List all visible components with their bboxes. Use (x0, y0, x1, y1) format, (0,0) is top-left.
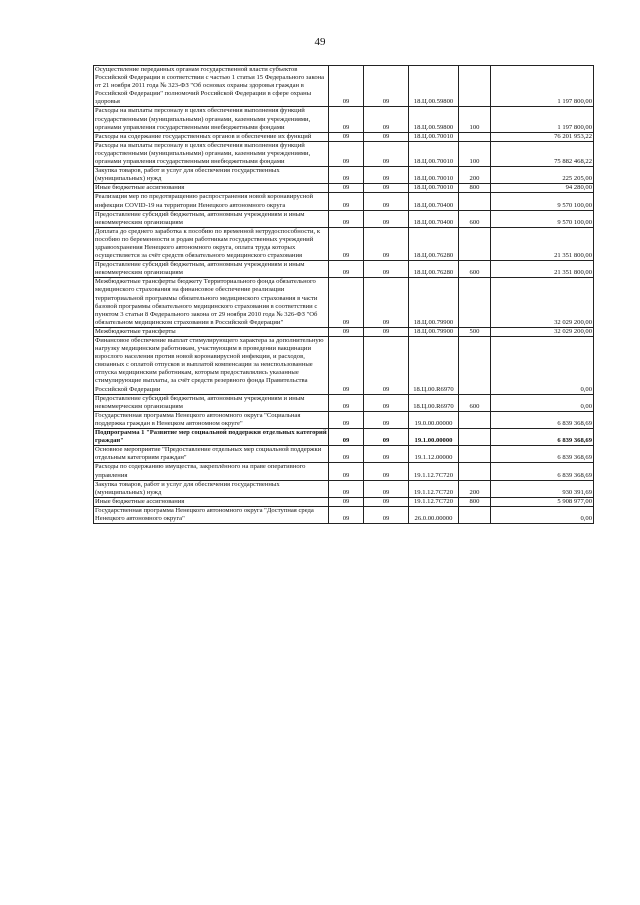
amount-cell: 9 570 100,00 (491, 210, 594, 227)
amount-cell: 32 029 200,00 (491, 327, 594, 336)
amount-cell: 1 197 800,00 (491, 107, 594, 132)
table-row (94, 193, 594, 210)
expense-type-cell (459, 132, 491, 141)
subsection-code-cell: 09 (364, 497, 409, 506)
subsection-code-cell: 09 (364, 66, 409, 107)
section-code-cell: 09 (329, 167, 364, 184)
amount-cell: 0,00 (491, 394, 594, 411)
section-code-cell: 09 (329, 227, 364, 260)
table-row (94, 227, 594, 260)
expense-type-cell (459, 278, 491, 328)
expense-type-cell (459, 429, 491, 446)
expense-type-cell (459, 337, 491, 395)
section-code-cell: 09 (329, 107, 364, 132)
subsection-code-cell: 09 (364, 210, 409, 227)
section-code-cell: 09 (329, 141, 364, 166)
target-article-cell: 18.Ц.00.59800 (409, 66, 459, 107)
section-code-cell: 09 (329, 337, 364, 395)
section-code-cell: 09 (329, 278, 364, 328)
amount-cell: 6 839 368,69 (491, 463, 594, 480)
target-article-cell: 19.1.12.7С720 (409, 497, 459, 506)
section-code-cell: 09 (329, 193, 364, 210)
target-article-cell: 18.Ц.00.79900 (409, 327, 459, 336)
subsection-code-cell: 09 (364, 141, 409, 166)
table-row (94, 394, 594, 411)
subsection-code-cell: 09 (364, 184, 409, 193)
row-name-cell: Основное мероприятие "Предоставление отдельных мер социальной поддержки отдельным категориям граждан" (94, 446, 329, 463)
amount-cell: 94 280,00 (491, 184, 594, 193)
subsection-code-cell: 09 (364, 278, 409, 328)
subsection-code-cell: 09 (364, 411, 409, 428)
section-code-cell: 09 (329, 66, 364, 107)
amount-cell: 9 570 100,00 (491, 193, 594, 210)
table-row (94, 337, 594, 395)
target-article-cell: 19.0.00.00000 (409, 411, 459, 428)
table-row (94, 261, 594, 278)
target-article-cell: 18.Ц.00.70010 (409, 141, 459, 166)
expense-type-cell (459, 66, 491, 107)
expense-type-cell: 600 (459, 261, 491, 278)
page-number: 49 (314, 36, 326, 48)
target-article-cell: 19.1.12.7С720 (409, 463, 459, 480)
subsection-code-cell: 09 (364, 337, 409, 395)
amount-cell: 1 197 800,00 (491, 66, 594, 107)
row-name-cell: Государственная программа Ненецкого автономного округа "Доступная среда Ненецкого автономного округа" (94, 506, 329, 523)
expense-type-cell: 800 (459, 184, 491, 193)
table-row (94, 463, 594, 480)
target-article-cell: 19.1.12.00000 (409, 446, 459, 463)
section-code-cell: 09 (329, 210, 364, 227)
amount-cell: 6 839 368,69 (491, 411, 594, 428)
row-name-cell: Доплата до среднего заработка к пособию по временной нетрудоспособности, к пособию по беременности и родам работникам государственных учреждений здравоохранения Ненецкого автономного округа, оплата труда которых осуществляется за счёт средств обязательного медицинского страхования (94, 227, 329, 260)
expense-type-cell: 100 (459, 141, 491, 166)
expense-type-cell: 600 (459, 210, 491, 227)
target-article-cell: 18.Ц.00.R6970 (409, 394, 459, 411)
table-row (94, 506, 594, 523)
row-name-cell: Финансовое обеспечение выплат стимулирующего характера за дополнительную нагрузку медицинским работникам, участвующим в проведении вакцинации взрослого населения против новой коронавирусной инфекции, и расходов, связанных с оплатой отпусков и выплатой компенсации за неиспользованные отпуска медицинским работникам, которым предоставлялись указанные стимулирующие выплаты, за счёт средств резервного фонда Правительства Российской Федерации (94, 337, 329, 395)
subsection-code-cell: 09 (364, 227, 409, 260)
expense-type-cell (459, 463, 491, 480)
subsection-code-cell: 09 (364, 480, 409, 497)
target-article-cell: 18.Ц.00.70400 (409, 193, 459, 210)
section-code-cell: 09 (329, 506, 364, 523)
target-article-cell: 18.Ц.00.R6970 (409, 337, 459, 395)
target-article-cell: 19.1.12.7С720 (409, 480, 459, 497)
section-code-cell: 09 (329, 261, 364, 278)
expense-type-cell (459, 446, 491, 463)
table-row (94, 327, 594, 336)
section-code-cell: 09 (329, 411, 364, 428)
subsection-code-cell: 09 (364, 394, 409, 411)
section-code-cell: 09 (329, 446, 364, 463)
row-name-cell: Расходы на содержание государственных органов и обеспечение их функций (94, 132, 329, 141)
section-code-cell: 09 (329, 463, 364, 480)
row-name-cell: Осуществление переданных органам государственной власти субъектов Российской Федерации в соответствии с частью 1 статьи 15 Федерального закона от 21 ноября 2011 года № 323-ФЗ "Об основах охраны здоровья граждан в Российской Федерации" полномочий Российской Федерации в сфере охраны здоровья (94, 66, 329, 107)
amount-cell: 225 205,00 (491, 167, 594, 184)
subsection-code-cell: 09 (364, 463, 409, 480)
section-code-cell: 09 (329, 497, 364, 506)
section-code-cell: 09 (329, 394, 364, 411)
target-article-cell: 18.Ц.00.76280 (409, 227, 459, 260)
table-row (94, 480, 594, 497)
row-name-cell: Предоставление субсидий бюджетным, автономным учреждениям и иным некоммерческим организациям (94, 394, 329, 411)
budget-table (93, 65, 594, 524)
table-row (94, 429, 594, 446)
target-article-cell: 18.Ц.00.70010 (409, 167, 459, 184)
section-code-cell: 09 (329, 327, 364, 336)
target-article-cell: 26.0.00.00000 (409, 506, 459, 523)
row-name-cell: Межбюджетные трансферты бюджету Территориального фонда обязательного медицинского страхования на финансовое обеспечение реализации территориальной программы обязательного медицинского страхования в части базовой программы обязательного медицинского страхования в соответствии с пунктом 3 статьи 8 Федерального закона от 29 ноября 2010 года № 326-ФЗ "Об обязательном медицинском страховании в Российской Федерации" (94, 278, 329, 328)
subsection-code-cell: 09 (364, 193, 409, 210)
row-name-cell: Государственная программа Ненецкого автономного округа "Социальная поддержка граждан в Ненецком автономном округе" (94, 411, 329, 428)
table-row (94, 497, 594, 506)
amount-cell: 21 351 800,00 (491, 227, 594, 260)
table-row (94, 132, 594, 141)
amount-cell: 75 882 468,22 (491, 141, 594, 166)
row-name-cell: Иные бюджетные ассигнования (94, 184, 329, 193)
section-code-cell: 09 (329, 480, 364, 497)
section-code-cell: 09 (329, 429, 364, 446)
amount-cell: 6 839 368,69 (491, 429, 594, 446)
section-code-cell: 09 (329, 184, 364, 193)
table-row (94, 66, 594, 107)
row-name-cell: Межбюджетные трансферты (94, 327, 329, 336)
table-row (94, 411, 594, 428)
table-row (94, 167, 594, 184)
section-code-cell: 09 (329, 132, 364, 141)
subsection-code-cell: 09 (364, 132, 409, 141)
row-name-cell: Закупка товаров, работ и услуг для обеспечения государственных (муниципальных) нужд (94, 167, 329, 184)
table-row (94, 141, 594, 166)
target-article-cell: 18.Ц.00.70010 (409, 132, 459, 141)
amount-cell: 0,00 (491, 506, 594, 523)
target-article-cell: 18.Ц.00.79900 (409, 278, 459, 328)
target-article-cell: 18.Ц.00.70010 (409, 184, 459, 193)
subsection-code-cell: 09 (364, 506, 409, 523)
expense-type-cell: 600 (459, 394, 491, 411)
table-row (94, 184, 594, 193)
subsection-code-cell: 09 (364, 167, 409, 184)
expense-type-cell: 200 (459, 167, 491, 184)
target-article-cell: 18.Ц.00.59800 (409, 107, 459, 132)
subsection-code-cell: 09 (364, 261, 409, 278)
row-name-cell: Подпрограмма 1 "Развитие мер социальной поддержки отдельных категорий граждан" (95, 429, 327, 445)
subsection-code-cell: 09 (364, 429, 409, 446)
row-name-cell: Закупка товаров, работ и услуг для обеспечения государственных (муниципальных) нужд (94, 480, 329, 497)
row-name-cell: Предоставление субсидий бюджетным, автономным учреждениям и иным некоммерческим организациям (94, 261, 329, 278)
amount-cell: 76 201 953,22 (491, 132, 594, 141)
table-row (94, 278, 594, 328)
row-name-cell: Расходы на выплаты персоналу в целях обеспечения выполнения функций государственными (муниципальными) органами, казенными учреждениями, органами управления государственными внебюджетными фондами (94, 141, 329, 166)
amount-cell: 21 351 800,00 (491, 261, 594, 278)
table-row (94, 210, 594, 227)
table-row (94, 446, 594, 463)
expense-type-cell: 500 (459, 327, 491, 336)
row-name-cell: Предоставление субсидий бюджетным, автономным учреждениям и иным некоммерческим организациям (94, 210, 329, 227)
amount-cell: 32 029 200,00 (491, 278, 594, 328)
target-article-cell: 18.Ц.00.76280 (409, 261, 459, 278)
row-name-cell: Иные бюджетные ассигнования (94, 497, 329, 506)
subsection-code-cell: 09 (364, 107, 409, 132)
expense-type-cell (459, 411, 491, 428)
expense-type-cell (459, 227, 491, 260)
amount-cell: 930 391,69 (491, 480, 594, 497)
amount-cell: 5 908 977,00 (491, 497, 594, 506)
amount-cell: 0,00 (491, 337, 594, 395)
row-name-cell: Расходы на выплаты персоналу в целях обеспечения выполнения функций государственными (муниципальными) органами, казенными учреждениями, органами управления государственными внебюджетными фондами (94, 107, 329, 132)
target-article-cell: 19.1.00.00000 (409, 429, 459, 446)
expense-type-cell: 100 (459, 107, 491, 132)
amount-cell: 6 839 368,69 (491, 446, 594, 463)
expense-type-cell (459, 506, 491, 523)
row-name-cell: Расходы по содержанию имущества, закреплённого на праве оперативного управления (94, 463, 329, 480)
expense-type-cell: 200 (459, 480, 491, 497)
expense-type-cell: 800 (459, 497, 491, 506)
target-article-cell: 18.Ц.00.70400 (409, 210, 459, 227)
subsection-code-cell: 09 (364, 446, 409, 463)
table-row (94, 107, 594, 132)
expense-type-cell (459, 193, 491, 210)
subsection-code-cell: 09 (364, 327, 409, 336)
row-name-cell: Реализация мер по предотвращению распространения новой коронавирусной инфекции COVID-19 на территории Ненецкого автономного округа (94, 193, 329, 210)
